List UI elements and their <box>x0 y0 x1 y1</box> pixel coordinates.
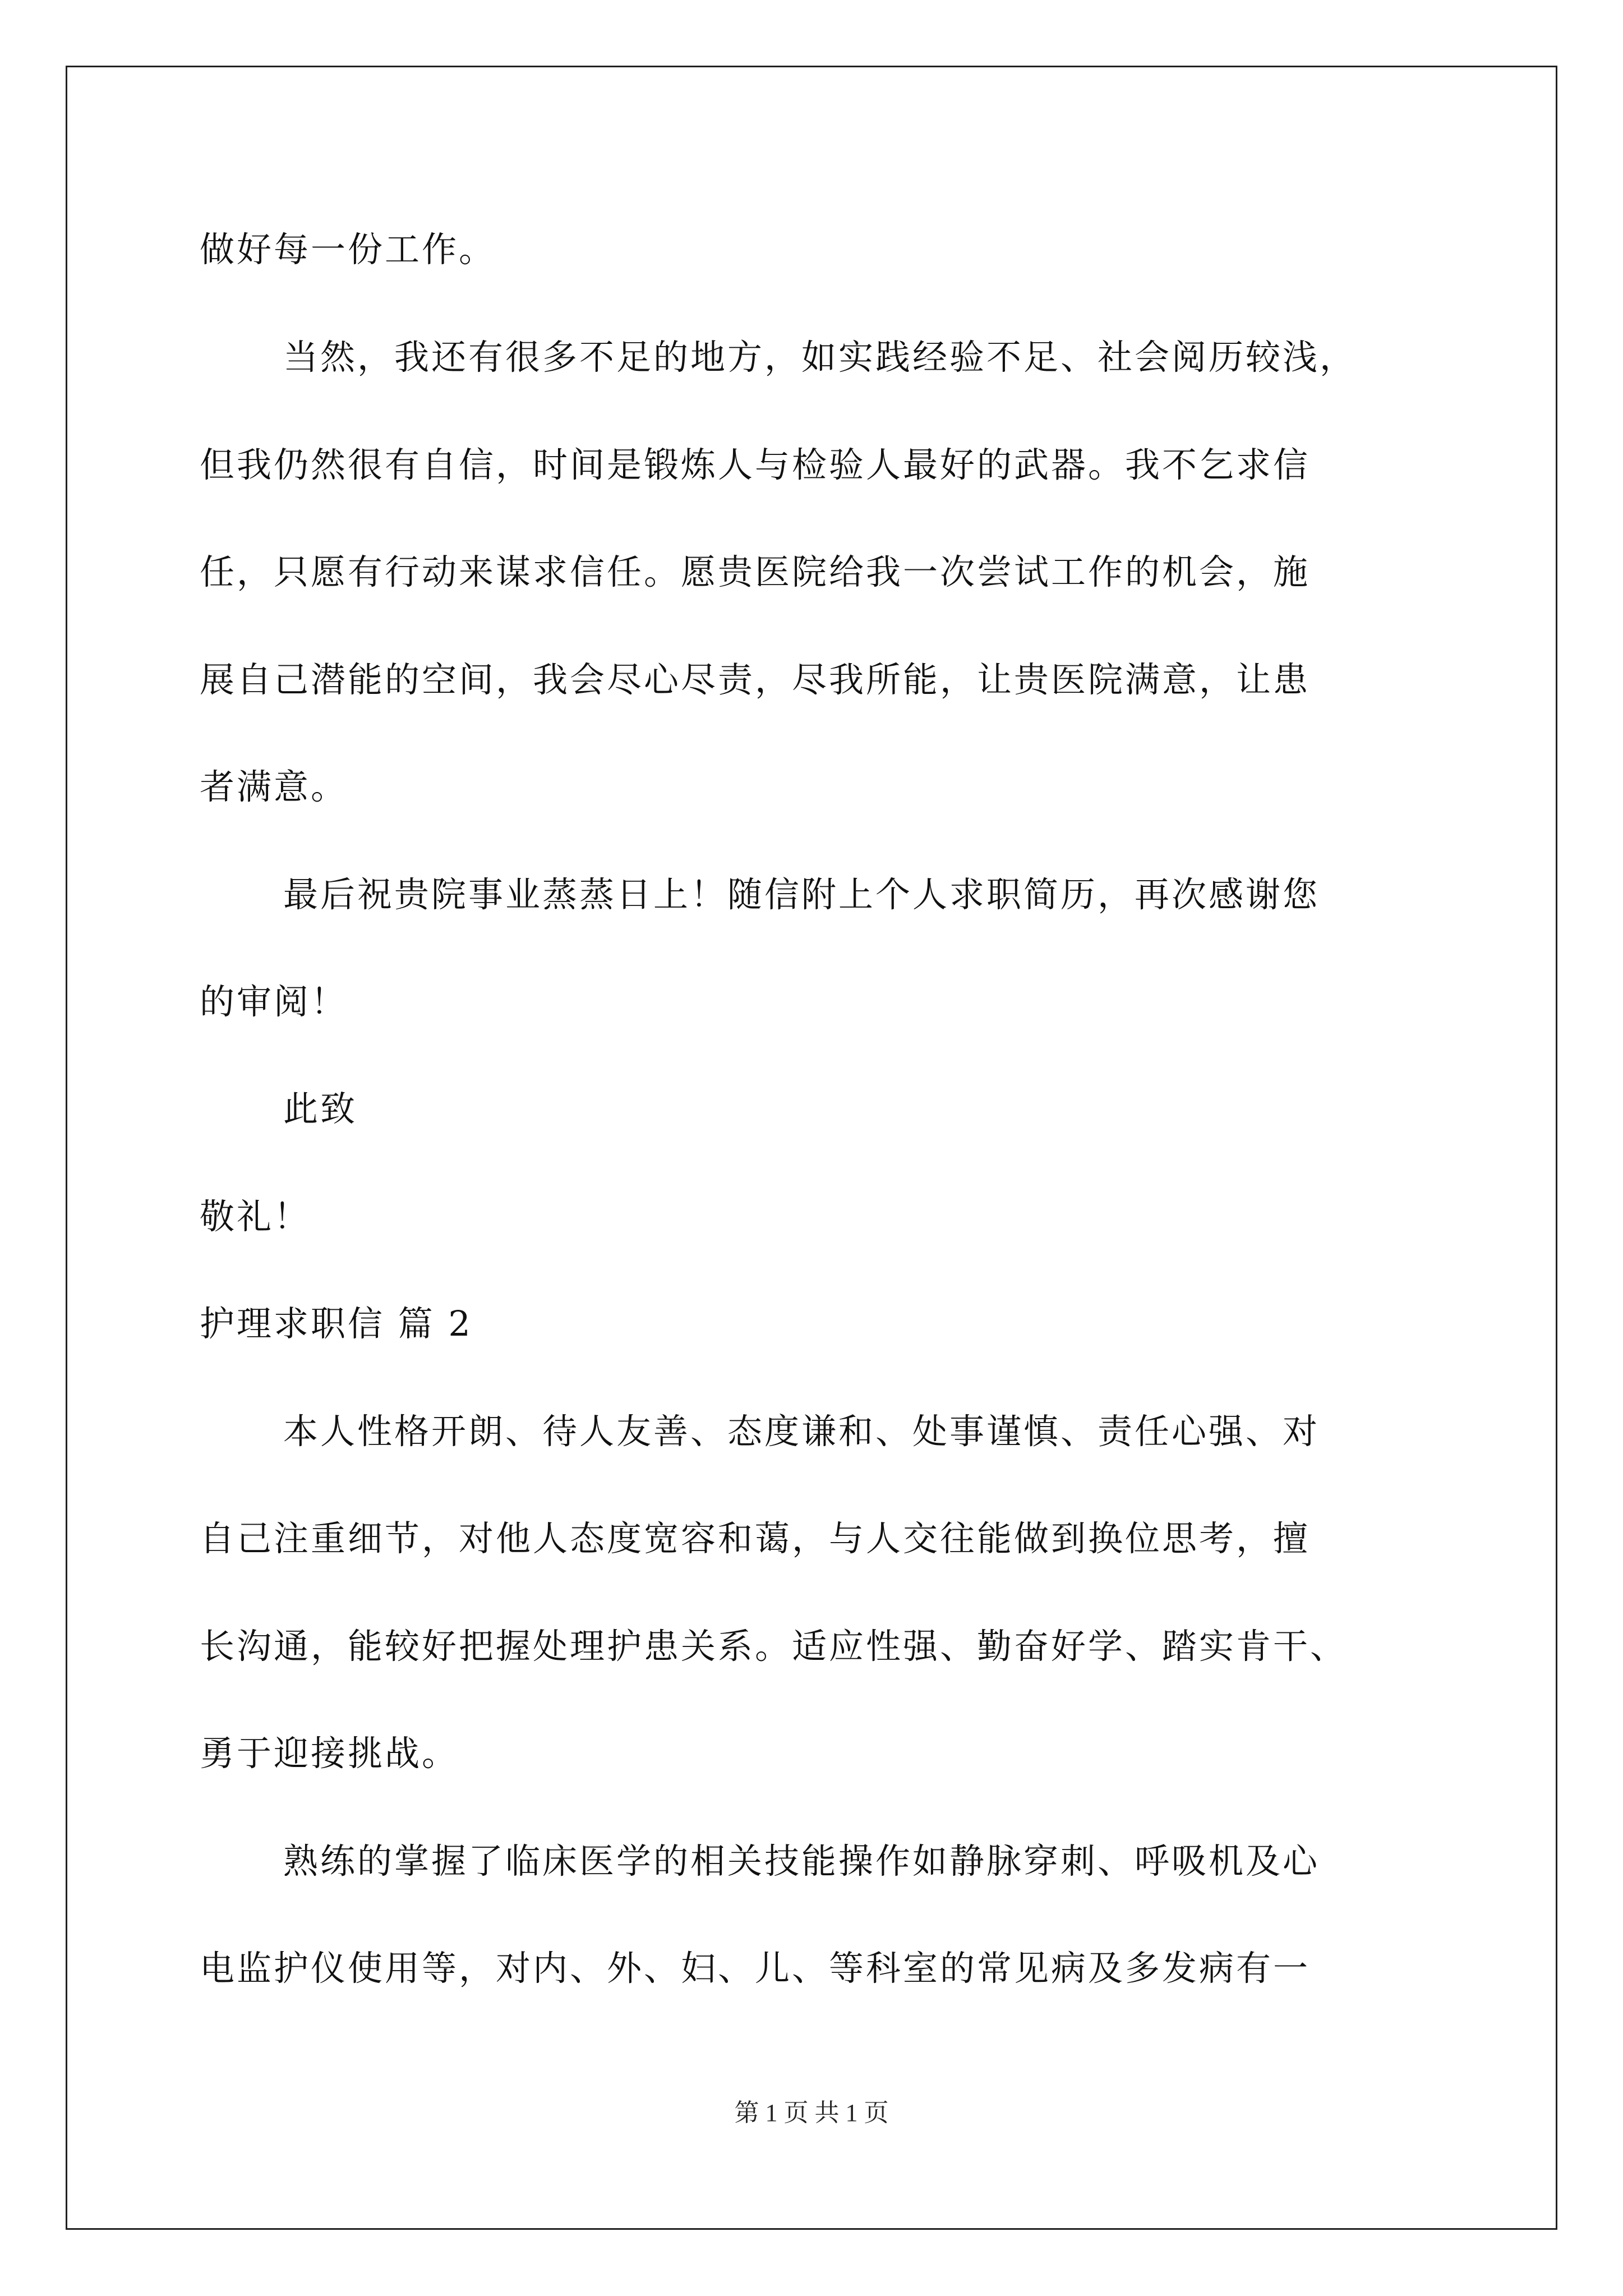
section-heading: 护理求职信 篇 2 <box>200 1303 473 1344</box>
text-line: 最后祝贵院事业蒸蒸日上！随信附上个人求职简历，再次感谢您 <box>283 874 1320 915</box>
text-line: 的审阅！ <box>200 981 348 1022</box>
text-line: 任，只愿有行动来谋求信任。愿贵医院给我一次尝试工作的机会，施 <box>200 551 1311 592</box>
text-line: 电监护仪使用等，对内、外、妇、儿、等科室的常见病及多发病有一 <box>200 1948 1311 1989</box>
text-line: 但我仍然很有自信，时间是锻炼人与检验人最好的武器。我不乞求信 <box>200 444 1311 485</box>
page-border <box>66 66 1557 2230</box>
text-line: 当然，我还有很多不足的地方，如实践经验不足、社会阅历较浅， <box>283 337 1357 378</box>
text-line: 熟练的掌握了临床医学的相关技能操作如静脉穿刺、呼吸机及心 <box>283 1841 1320 1881</box>
page-footer: 第 1 页 共 1 页 <box>734 2099 889 2127</box>
text-line: 本人性格开朗、待人友善、态度谦和、处事谨慎、责任心强、对 <box>283 1411 1320 1452</box>
text-line: 展自己潜能的空间，我会尽心尽责，尽我所能，让贵医院满意，让患 <box>200 659 1311 700</box>
text-line: 者满意。 <box>200 766 348 807</box>
salutation-regards: 敬礼！ <box>200 1196 311 1237</box>
text-line: 做好每一份工作。 <box>200 229 496 270</box>
salutation-closing: 此致 <box>283 1088 358 1129</box>
text-line: 勇于迎接挑战。 <box>200 1733 459 1774</box>
text-line: 长沟通，能较好把握处理护患关系。适应性强、勤奋好学、踏实肯干、 <box>200 1626 1348 1667</box>
text-line: 自己注重细节，对他人态度宽容和蔼，与人交往能做到换位思考，擅 <box>200 1518 1311 1559</box>
